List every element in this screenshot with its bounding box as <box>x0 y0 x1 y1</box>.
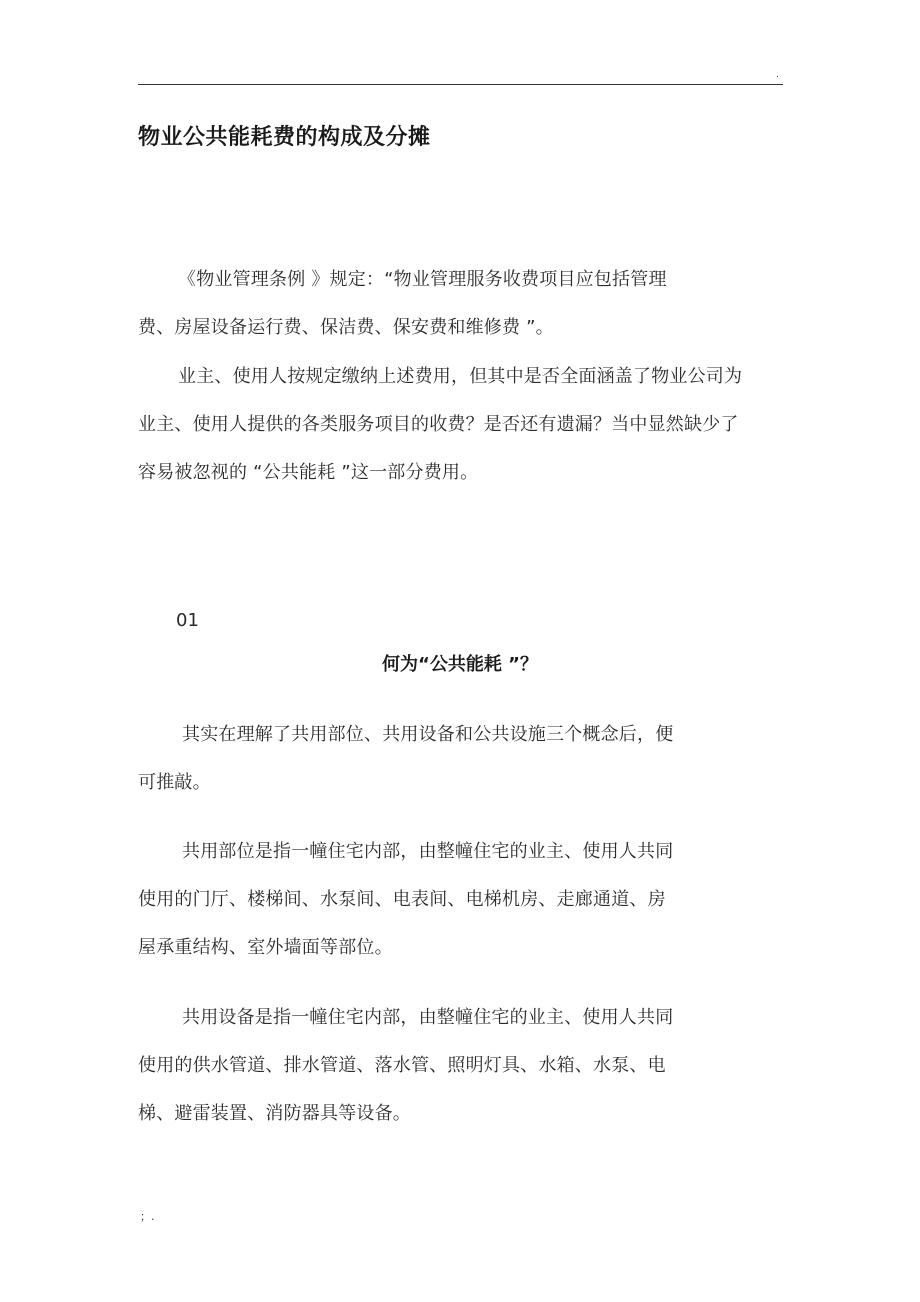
header-rule <box>138 84 783 85</box>
paragraph-line: 费、房屋设备运行费、保洁费、保安费和维修费 ”。 <box>138 317 554 338</box>
section-heading: 何为“公共能耗 ”？ <box>382 654 538 675</box>
paragraph-line: 共用设备是指一幢住宅内部，由整幢住宅的业主、使用人共同 <box>182 1007 674 1028</box>
paragraph-line: 《物业管理条例 》规定：“物业管理服务收费项目应包括管理 <box>178 269 667 290</box>
paragraph-line: 梯、避雷装置、消防器具等设备。 <box>138 1103 411 1124</box>
header-mark: . <box>776 70 779 80</box>
paragraph-line: 其实在理解了共用部位、共用设备和公共设施三个概念后，便 <box>182 724 674 745</box>
paragraph-line: 可推敲。 <box>138 772 211 793</box>
paragraph-line: 使用的供水管道、排水管道、落水管、照明灯具、水箱、水泵、电 <box>138 1055 666 1076</box>
paragraph-line: 屋承重结构、室外墙面等部位。 <box>138 937 393 958</box>
footer-mark: ；. <box>140 1210 155 1223</box>
paragraph-line: 业主、使用人按规定缴纳上述费用，但其中是否全面涵盖了物业公司为 <box>178 366 743 387</box>
paragraph-line: 使用的门厅、楼梯间、水泵间、电表间、电梯机房、走廊通道、房 <box>138 889 666 910</box>
document-title: 物业公共能耗费的构成及分摊 <box>138 125 431 150</box>
paragraph-line: 业主、使用人提供的各类服务项目的收费？是否还有遗漏？当中显然缺少了 <box>138 414 739 435</box>
paragraph-line: 共用部位是指一幢住宅内部，由整幢住宅的业主、使用人共同 <box>182 841 674 862</box>
section-number: 01 <box>176 610 199 631</box>
paragraph-line: 容易被忽视的 “公共能耗 ”这一部分费用。 <box>138 462 479 483</box>
